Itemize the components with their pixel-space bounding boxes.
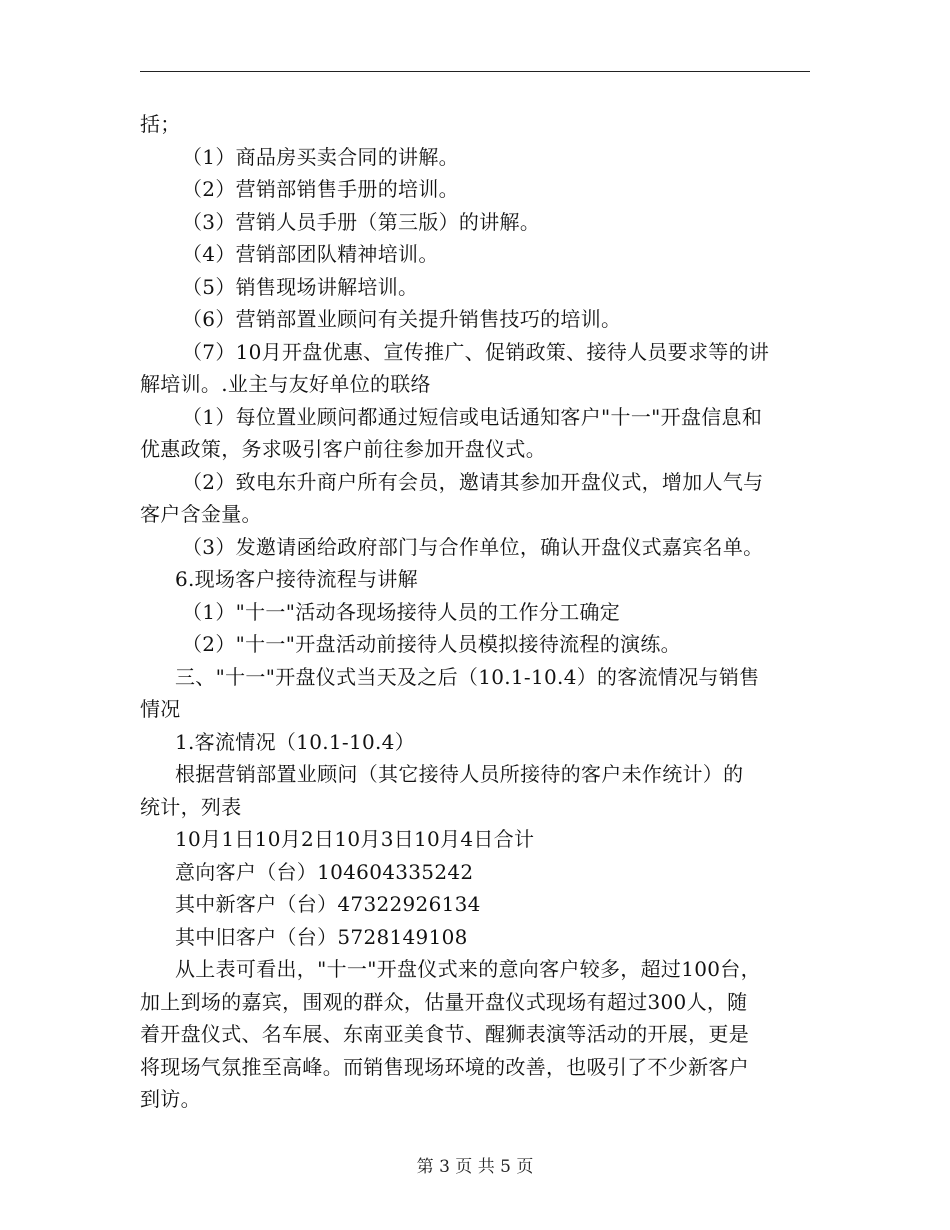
text-line: 优惠政策，务求吸引客户前往参加开盘仪式。 xyxy=(140,437,546,461)
text-line: （2）营销部销售手册的培训。 xyxy=(182,177,459,201)
page-number: 第 3 页 共 5 页 xyxy=(416,1157,534,1177)
text-line: 着开盘仪式、名车展、东南亚美食节、醒狮表演等活动的开展，更是 xyxy=(140,1022,749,1046)
text-line: 三、"十一"开盘仪式当天及之后（10.1-10.4）的客流情况与销售 xyxy=(175,664,760,689)
text-line: （1）"十一"活动各现场接待人员的工作分工确定 xyxy=(182,599,621,624)
text-line: （2）"十一"开盘活动前接待人员模拟接待流程的演练。 xyxy=(182,632,681,656)
text-line: 10月1日10月2日10月3日10月4日合计 xyxy=(175,827,535,851)
text-line: （5）销售现场讲解培训。 xyxy=(182,274,419,299)
text-line: 其中旧客户（台）5728149108 xyxy=(175,924,468,949)
text-line: 情况 xyxy=(140,697,181,721)
text-line: 统计，列表 xyxy=(140,794,242,819)
document-body xyxy=(140,108,810,1116)
text-line: （6）营销部置业顾问有关提升销售技巧的培训。 xyxy=(182,307,622,331)
text-line: 根据营销部置业顾问（其它接待人员所接待的客户未作统计）的 xyxy=(175,762,744,786)
text-line: （7）10月开盘优惠、宣传推广、促销政策、接待人员要求等的讲 xyxy=(182,339,770,364)
text-line: 1.客流情况（10.1-10.4） xyxy=(175,729,416,754)
text-line: （4）营销部团队精神培训。 xyxy=(182,242,439,266)
text-line: 意向客户（台）104604335242 xyxy=(175,859,474,884)
text-line: 加上到场的嘉宾，围观的群众，估量开盘仪式现场有超过300人，随 xyxy=(140,989,748,1014)
header-rule xyxy=(140,71,810,72)
text-line: （2）致电东升商户所有会员，邀请其参加开盘仪式，增加人气与 xyxy=(182,469,764,494)
text-line: 客户含金量。 xyxy=(140,502,262,526)
text-line: 解培训。.业主与友好单位的联络 xyxy=(140,372,431,396)
text-line: （1）每位置业顾问都通过短信或电话通知客户"十一"开盘信息和 xyxy=(182,404,763,429)
text-line: （3）发邀请函给政府部门与合作单位，确认开盘仪式嘉宾名单。 xyxy=(182,534,764,559)
text-line: 6.现场客户接待流程与讲解 xyxy=(175,567,418,591)
text-line: （3）营销人员手册（第三版）的讲解。 xyxy=(182,209,541,234)
text-line: 从上表可看出，"十一"开盘仪式来的意向客户较多，超过100台， xyxy=(175,957,761,981)
text-line: （1）商品房买卖合同的讲解。 xyxy=(182,144,459,169)
text-line: 其中新客户（台）47322926134 xyxy=(175,892,481,916)
text-line: 将现场气氛推至高峰。而销售现场环境的改善，也吸引了不少新客户 xyxy=(140,1054,749,1079)
text-line: 括； xyxy=(140,112,181,136)
text-line: 到访。 xyxy=(140,1087,201,1111)
